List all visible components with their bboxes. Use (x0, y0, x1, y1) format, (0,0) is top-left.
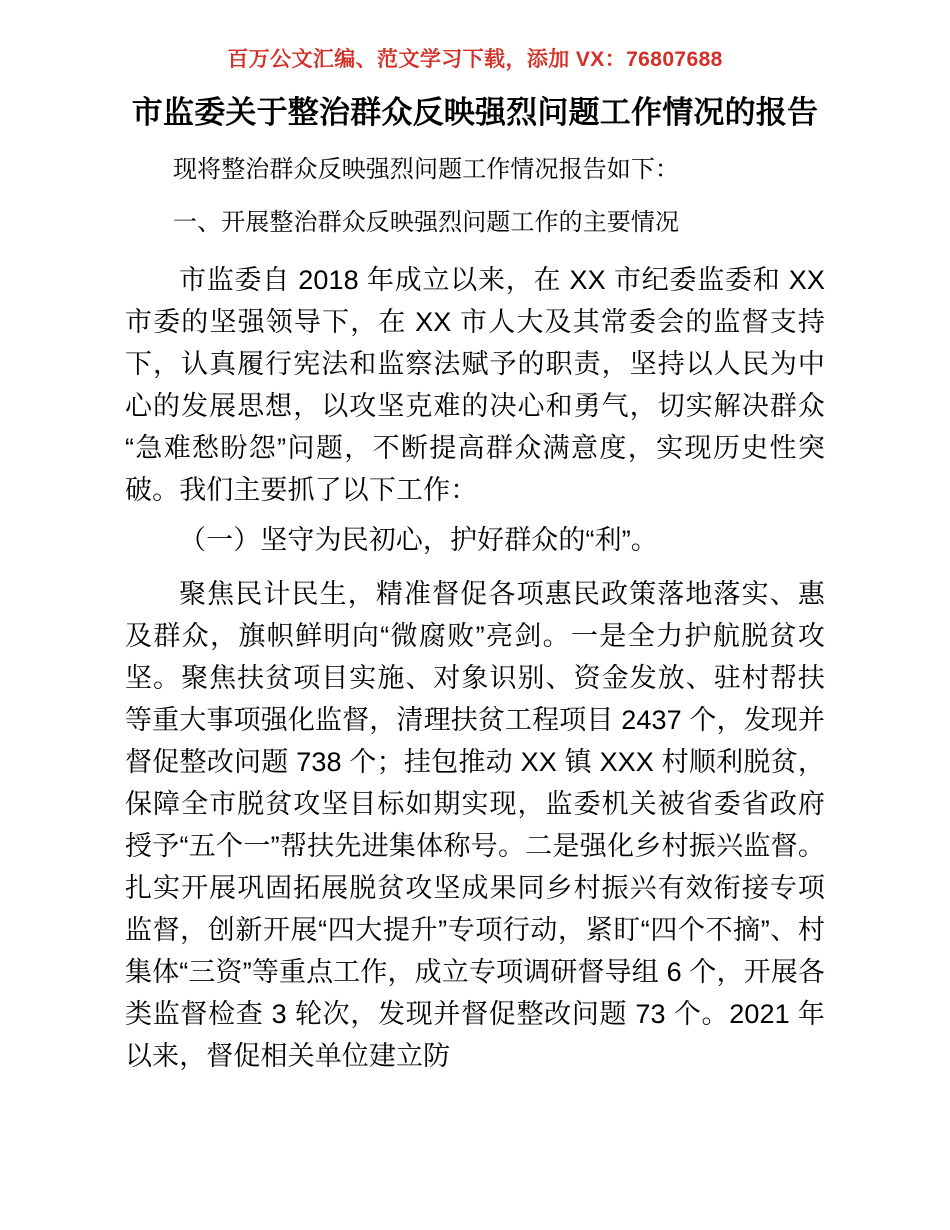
lead-paragraph: 现将整治群众反映强烈问题工作情况报告如下： (173, 156, 680, 184)
body-paragraph-2: 聚焦民计民生，精准督促各项惠民政策落地落实、惠及群众，旗帜鲜明向“微腐败”亮剑。一是全力护航脱贫攻坚。聚焦扶贫项目实施、对象识别、资金发放、驻村帮扶等重大事项强化监督，清理扶贫工程项目 2437 个，发现并督促整改问题 738 个；挂包推动 XX 镇 XXX 村顺利脱贫，保障全市脱贫攻坚目标如期实现，监委机关被省委省政府授予“五个一”帮扶先进集体称号。二是强化乡村振兴监督。扎实开展巩固拓展脱贫攻坚成果同乡村振兴有效衔接专项监督，创新开展“四大提升”专项行动，紧盯“四个不摘”、村集体“三资”等重点工作，成立专项调研督导组 6 个，开展各类监督检查 3 轮次，发现并督促整改问题 73 个。2021 年以来，督促相关单位建立防 (125, 578, 825, 1071)
document-body (125, 73, 825, 1076)
document-title: 市监委关于整治群众反映强烈问题工作情况的报告 (131, 95, 819, 131)
promo-watermark-header: 百万公文汇编、范文学习下载，添加 VX：76807688 (227, 48, 723, 71)
sub-heading-one: （一）坚守为民初心，护好群众的“利”。 (179, 524, 658, 555)
body-paragraph-1: 市监委自 2018 年成立以来，在 XX 市纪委监委和 XX 市委的坚强领导下，在 XX 市人大及其常委会的监督支持下，认真履行宪法和监察法赋予的职责，坚持以人民为中心的发展思想，以攻坚克难的决心和勇气，切实解决群众“急难愁盼怨”问题，不断提高群众满意度，实现历史性突破。我们主要抓了以下工作： (125, 264, 825, 505)
section-heading-one: 一、开展整治群众反映强烈问题工作的主要情况 (173, 208, 680, 236)
